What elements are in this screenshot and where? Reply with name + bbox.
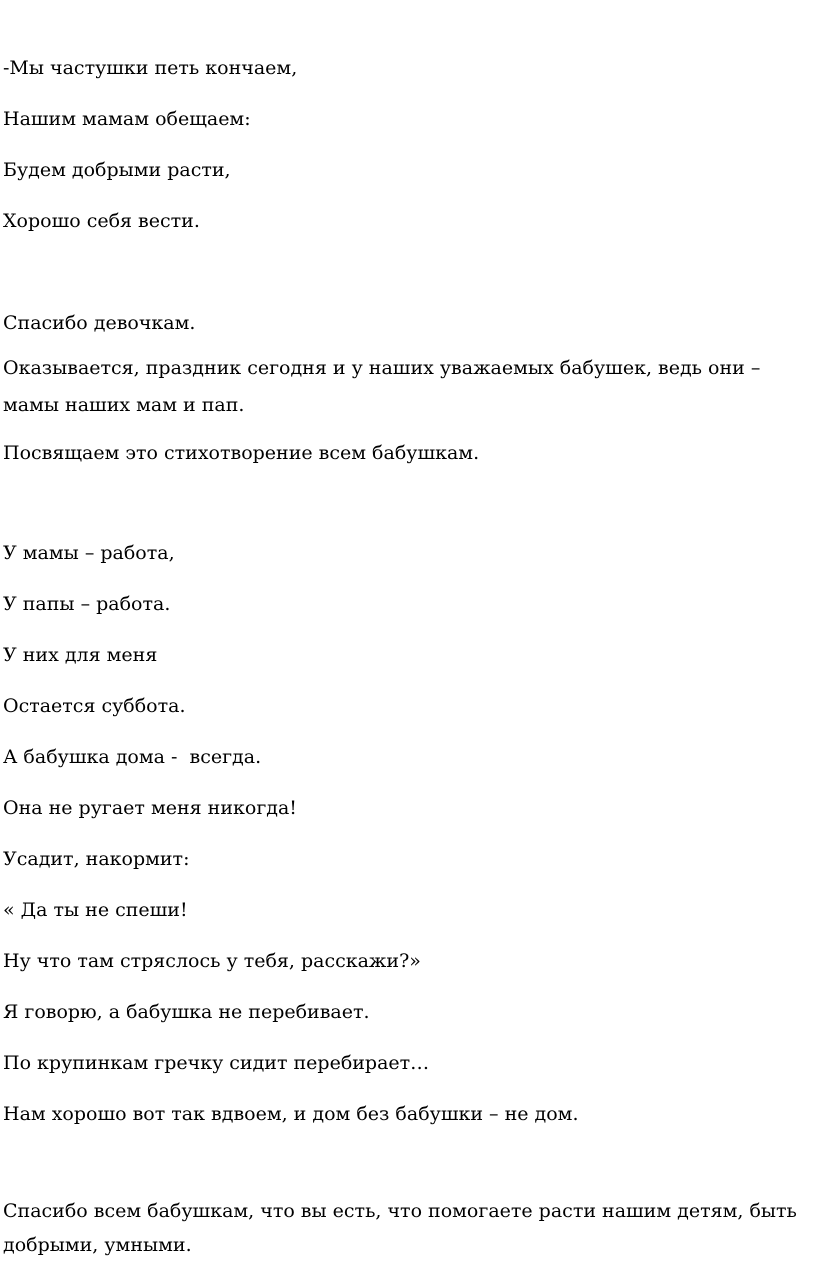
stanza1-line: Хорошо себя вести.	[3, 210, 200, 232]
poem-line: По крупинкам гречку сидит перебирает…	[3, 1052, 430, 1074]
poem-line: Я говорю, а бабушка не перебивает.	[3, 1001, 370, 1023]
closing-paragraph: Спасибо всем бабушкам, что вы есть, что помогаете расти нашим детям, быть добрыми, умными.	[3, 1200, 797, 1256]
poem-line: « Да ты не спеши!	[3, 899, 188, 921]
stanza1-line: Нашим мамам обещаем:	[3, 108, 251, 130]
intro-paragraph: Оказывается, праздник сегодня и у наших уважаемых бабушек, ведь они – мамы наших мам и пап.	[3, 357, 761, 416]
poem-line: Нам хорошо вот так вдвоем, и дом без бабушки – не дом.	[3, 1103, 579, 1125]
dedication-line: Посвящаем это стихотворение всем бабушкам.	[3, 442, 480, 464]
poem-line: У них для меня	[3, 644, 158, 666]
stanza1-line: -Мы частушки петь кончаем,	[3, 57, 298, 79]
stanza1-line: Будем добрыми расти,	[3, 159, 231, 181]
thanks-girls-line: Спасибо девочкам.	[3, 312, 196, 334]
poem-line: Остается суббота.	[3, 695, 186, 717]
poem-line: Ну что там стряслось у тебя, расскажи?»	[3, 950, 421, 972]
poem-line: Усадит, накормит:	[3, 848, 190, 870]
poem-line: У папы – работа.	[3, 593, 171, 615]
poem-line: Она не ругает меня никогда!	[3, 797, 297, 819]
poem-line: У мамы – работа,	[3, 542, 175, 564]
poem-line: А бабушка дома - всегда.	[3, 746, 262, 768]
